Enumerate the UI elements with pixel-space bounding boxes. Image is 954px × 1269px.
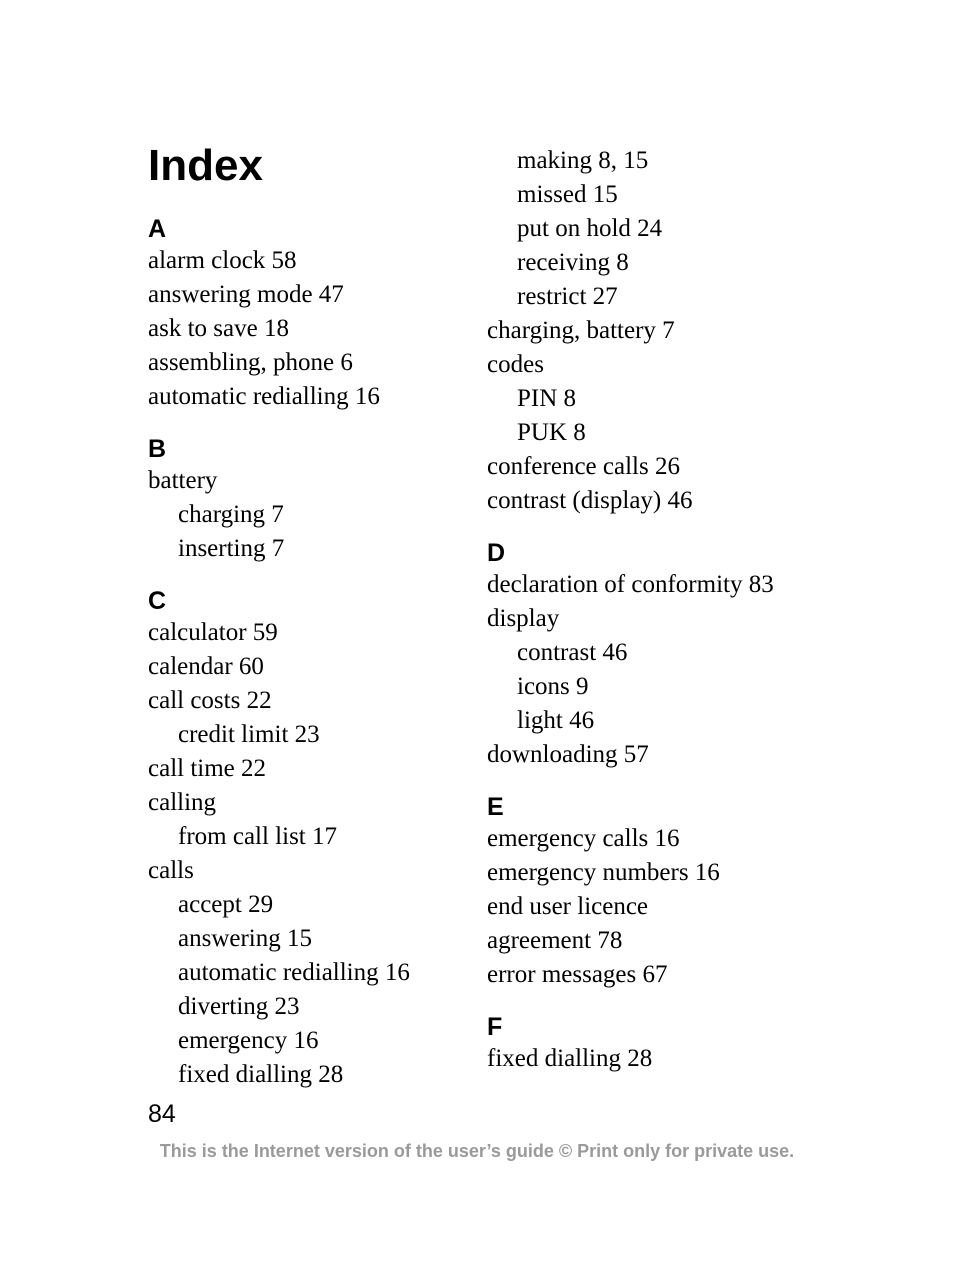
index-column-right xyxy=(487,144,817,1076)
index-entry: charging, battery 7 xyxy=(487,317,675,344)
index-subentry: credit limit 23 xyxy=(178,721,320,748)
index-entry: error messages 67 xyxy=(487,961,668,988)
index-subentry: automatic redialling 16 xyxy=(178,959,410,986)
footer-notice: This is the Internet version of the user’s guide © Print only for private use. xyxy=(159,1141,795,1161)
index-entry: display xyxy=(487,605,560,632)
index-entry: end user licence xyxy=(487,893,649,920)
index-section xyxy=(487,144,817,518)
index-subentry: PIN 8 xyxy=(517,385,577,412)
index-entry: assembling, phone 6 xyxy=(148,349,353,376)
index-subentry: receiving 8 xyxy=(517,249,629,276)
index-subentry: emergency 16 xyxy=(178,1027,319,1054)
index-subentry: charging 7 xyxy=(178,501,284,528)
index-entry: call costs 22 xyxy=(148,687,272,714)
index-entry: automatic redialling 16 xyxy=(148,383,380,410)
index-entry: fixed dialling 28 xyxy=(487,1045,653,1072)
index-subentry: light 46 xyxy=(517,707,595,734)
section-letter: B xyxy=(148,435,167,463)
index-subentry: diverting 23 xyxy=(178,993,300,1020)
index-entry: calculator 59 xyxy=(148,619,278,646)
index-subentry: making 8, 15 xyxy=(517,147,649,174)
index-section xyxy=(487,1012,817,1076)
index-entry: conference calls 26 xyxy=(487,453,680,480)
index-subentry: icons 9 xyxy=(517,673,589,700)
page-title: Index xyxy=(148,141,263,190)
section-letter: C xyxy=(148,587,167,615)
index-entry: alarm clock 58 xyxy=(148,247,297,274)
index-section xyxy=(148,586,478,1092)
section-letter: E xyxy=(487,793,504,821)
index-subentry: restrict 27 xyxy=(517,283,618,310)
index-entry: contrast (display) 46 xyxy=(487,487,693,514)
index-entry: codes xyxy=(487,351,544,378)
section-letter: A xyxy=(148,215,167,243)
index-subentry: PUK 8 xyxy=(517,419,586,446)
index-subentry: fixed dialling 28 xyxy=(178,1061,344,1088)
index-section xyxy=(148,434,478,566)
page-number: 84 xyxy=(148,1100,176,1128)
index-subentry: contrast 46 xyxy=(517,639,628,666)
index-subentry: missed 15 xyxy=(517,181,618,208)
index-entry: emergency calls 16 xyxy=(487,825,680,852)
section-letter: F xyxy=(487,1013,503,1041)
index-column-left xyxy=(148,214,478,1092)
section-letter: D xyxy=(487,539,506,567)
index-entry: call time 22 xyxy=(148,755,267,782)
index-entry: declaration of conformity 83 xyxy=(487,571,774,598)
index-subentry: answering 15 xyxy=(178,925,312,952)
index-section xyxy=(487,538,817,772)
index-section xyxy=(487,792,817,992)
index-entry: battery xyxy=(148,467,218,494)
index-entry: calendar 60 xyxy=(148,653,264,680)
index-subentry: inserting 7 xyxy=(178,535,285,562)
index-subentry: accept 29 xyxy=(178,891,274,918)
index-entry: answering mode 47 xyxy=(148,281,344,308)
index-entry: ask to save 18 xyxy=(148,315,289,342)
index-subentry: from call list 17 xyxy=(178,823,337,850)
index-entry: emergency numbers 16 xyxy=(487,859,720,886)
index-entry: agreement 78 xyxy=(487,927,623,954)
index-entry: downloading 57 xyxy=(487,741,649,768)
index-entry: calling xyxy=(148,789,217,816)
index-section xyxy=(148,214,478,414)
index-entry: calls xyxy=(148,857,194,884)
index-subentry: put on hold 24 xyxy=(517,215,663,242)
